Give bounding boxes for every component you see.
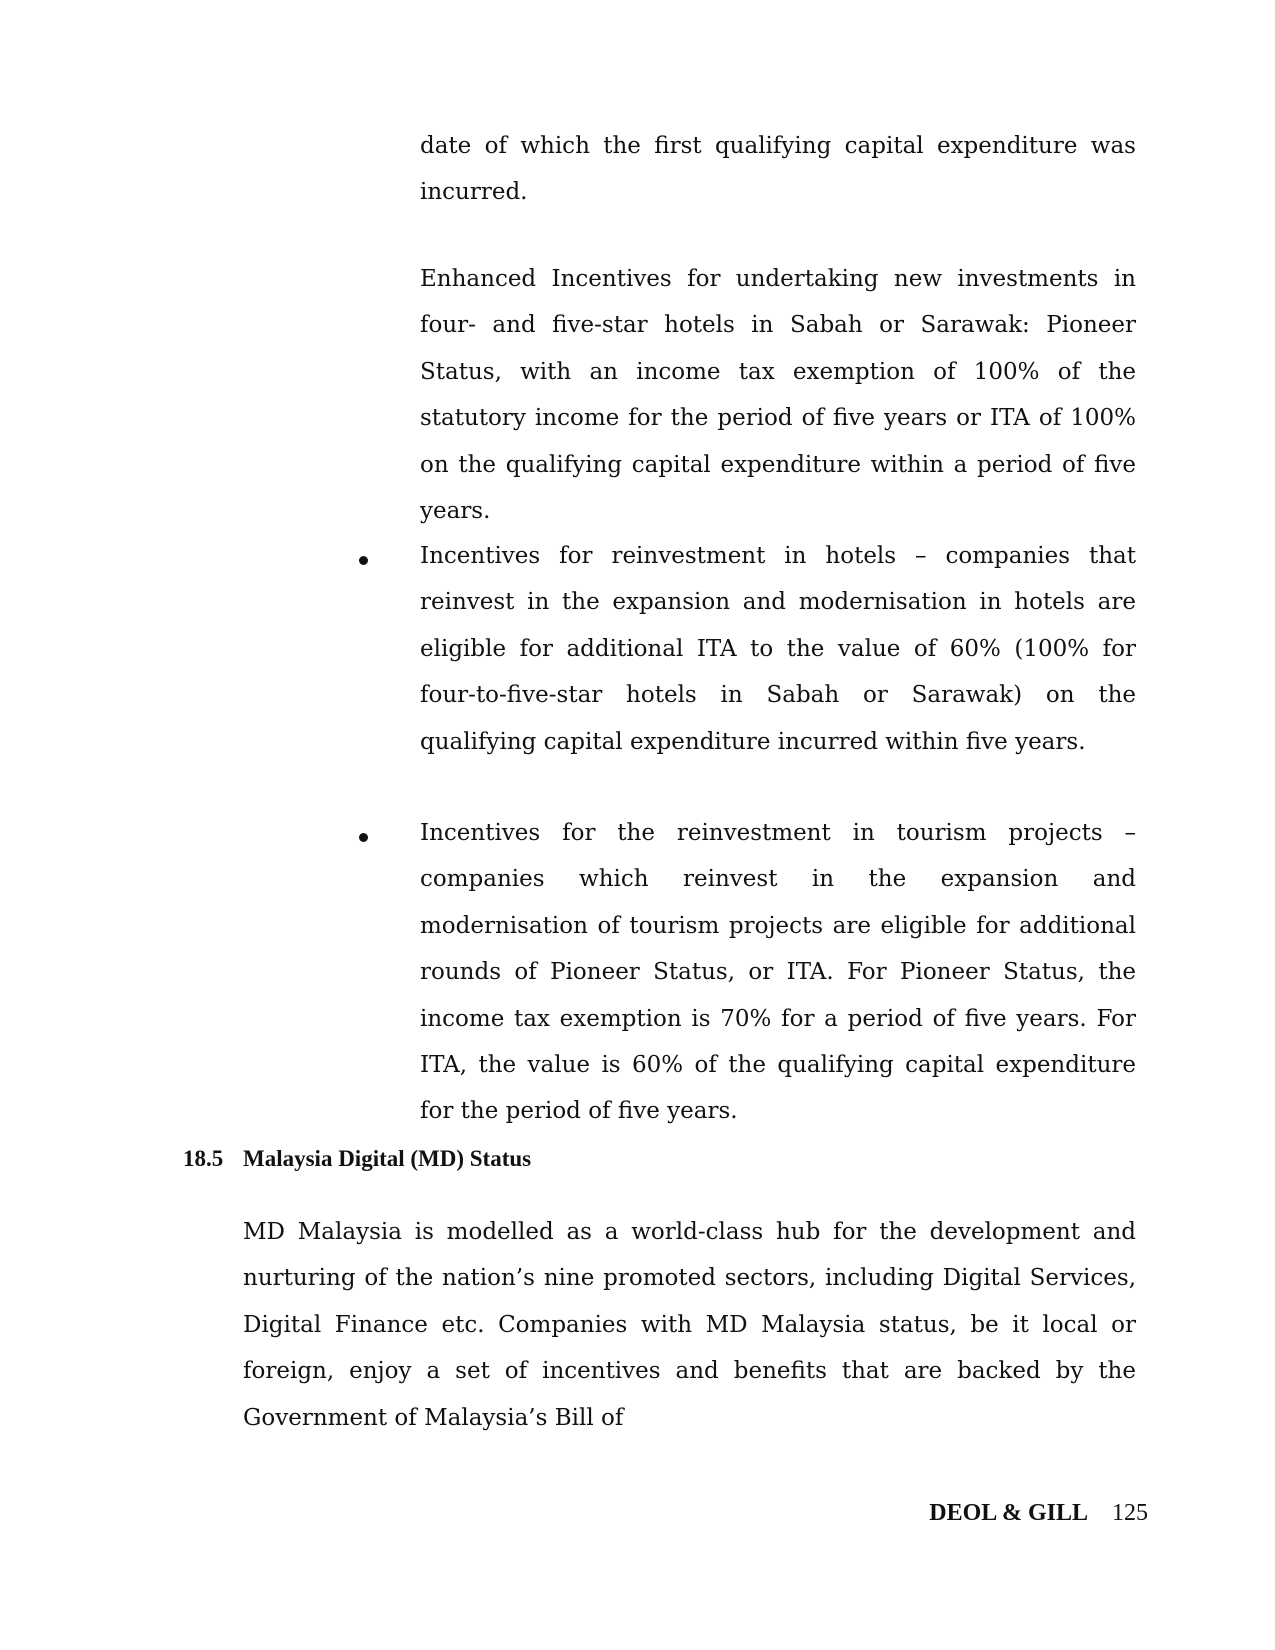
paragraph-enhanced-incentives: Enhanced Incentives for undertaking new investments in four- and five-star hotels in Sabah or Sarawak: Pioneer Status, with an income tax exemption of 100% of the statutory income for the period of five years or ITA of 100% on the qualifying capital expenditure within a period of five years. (420, 266, 1136, 525)
section-number: 18.5 (183, 1146, 224, 1171)
footer-brand: DEOL & GILL (929, 1500, 1088, 1526)
paragraph-continuation: date of which the first qualifying capital expenditure was incurred. (420, 133, 1136, 206)
bullet-icon (357, 831, 371, 845)
section-body-paragraph: MD Malaysia is modelled as a world-class hub for the development and nurturing of the nation’s nine promoted sectors, including Digital Services, Digital Finance etc. Companies with MD Malaysia status, be it local or foreign, enjoy a set of incentives and benefits that are backed by the Government of Malaysia’s Bill of (243, 1219, 1136, 1431)
bullet-item-hotels: Incentives for reinvestment in hotels – companies that reinvest in the expansion and modernisation in hotels are eligible for additional ITA to the value of 60% (100% for four-to-five-star hotels in Sabah or Sarawak) on the qualifying capital expenditure incurred within five years. (420, 543, 1136, 755)
page-footer (929, 1500, 1148, 1527)
section-title: Malaysia Digital (MD) Status (243, 1146, 532, 1171)
bullet-item-tourism: Incentives for the reinvestment in tourism projects – companies which reinvest in the expansion and modernisation of tourism projects are eligible for additional rounds of Pioneer Status, or ITA. For Pioneer Status, the income tax exemption is 70% for a period of five years. For ITA, the value is 60% of the qualifying capital expenditure for the period of five years. (420, 820, 1136, 1125)
section-heading (183, 1146, 531, 1172)
bullet-icon (357, 554, 371, 568)
page-number: 125 (1112, 1500, 1148, 1526)
